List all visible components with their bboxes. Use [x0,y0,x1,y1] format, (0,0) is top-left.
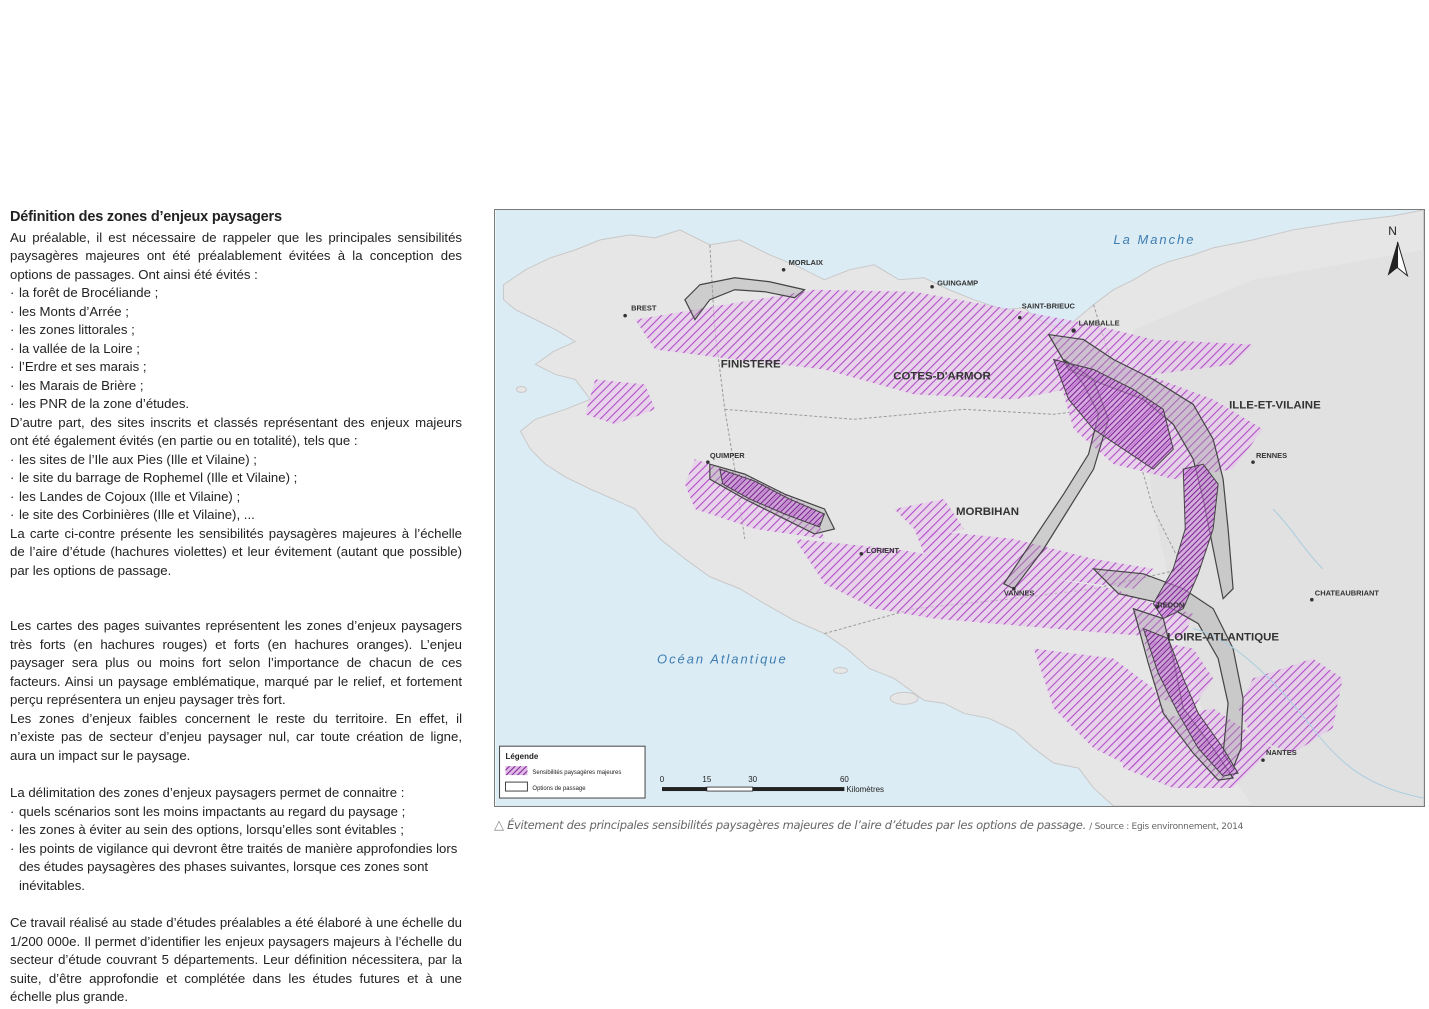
department-label: MORBIHAN [956,505,1020,518]
city-label: REDON [1157,600,1185,610]
city-marker [860,552,864,556]
scale-tick: 30 [748,775,758,785]
map-legend [500,746,646,798]
list-item: · les Marais de Brière ; [10,377,462,396]
legend-item: Options de passage [532,786,586,793]
scale-tick: 0 [659,775,665,785]
department-label: COTES-D'ARMOR [893,370,991,383]
sites-list [10,451,462,525]
city-label: QUIMPER [709,451,745,461]
list-item: · les PNR de la zone d’études. [10,395,462,414]
sites-intro-paragraph: D’autre part, des sites inscrits et classés représentant des enjeux majeurs ont été également évités (en partie ou en totalité), tels que : [10,414,462,448]
conclusion-paragraph: Ce travail réalisé au stade d’études préalables a été élaboré à une échelle du 1/200 000e. Il permet d’identifier les enjeux paysagers majeurs à l’échelle du secteur d’étude couvrant 5 départements. Leur définition nécessitera, par la suite, d’être approfondie et complétée dans les études futures et à une échelle plus grande. [10,915,462,1004]
scale-tick: 15 [702,775,712,785]
city-label: LAMBALLE [1078,318,1120,328]
list-item: · l’Erdre et ses marais ; [10,358,462,377]
legend-swatch-hatch [506,766,528,775]
caption-text: Évitement des principales sensibilités paysagères majeures de l’aire d’études par les options de passage. [507,818,1086,832]
city-label: LORIENT [866,545,900,555]
weak-zones-paragraph: Les zones d’enjeux faibles concernent le reste du territoire. En effet, il n’existe pas de secteur d’enjeu paysager nul, car toute création de ligne, aura un impact sur le paysage. [10,710,462,763]
sea-label-atlantic: Océan Atlantique [657,651,788,667]
city-marker [930,285,934,289]
list-item: · les zones à éviter au sein des options, lorsqu’elles sont évitables ; [10,821,462,840]
city-label: VANNES [1003,588,1035,598]
island [516,386,526,392]
legend-swatch-corridor [506,782,528,791]
scale-tick: 60 [839,775,849,785]
list-item: · les Landes de Cojoux (Ille et Vilaine) ; [10,488,462,507]
department-label: ILLE-ET-VILAINE [1229,399,1321,412]
city-marker [1071,328,1075,332]
legend-title: Légende [505,752,539,762]
avoided-list [10,284,462,414]
list-item: · quels scénarios sont les moins impactants au regard du paysage ; [10,803,462,822]
caption-source: / Source : Egis environnement, 2014 [1089,822,1243,832]
list-item: · les sites de l’Ile aux Pies (Ille et Vilaine) ; [10,451,462,470]
city-marker [706,460,710,464]
scale-unit: Kilomètres [846,785,885,795]
section-heading: Définition des zones d’enjeux paysagers [10,209,282,225]
city-label: RENNES [1256,451,1288,461]
city-marker [1018,316,1022,320]
north-label: N [1388,223,1397,238]
island [833,667,847,673]
list-item: · la vallée de la Loire ; [10,340,462,359]
delimitation-list [10,803,462,896]
city-label: MORLAIX [788,257,824,267]
city-marker [1261,758,1265,762]
brittany-map [494,209,1425,807]
city-marker [1310,598,1314,602]
triangle-icon: △ [494,818,504,833]
city-label: SAINT-BRIEUC [1021,301,1075,311]
city-marker [623,314,627,318]
department-label: LOIRE-ATLANTIQUE [1167,631,1280,644]
list-item: · le site du barrage de Rophemel (Ille et Vilaine) ; [10,469,462,488]
list-item: · les Monts d’Arrée ; [10,303,462,322]
list-item: · les points de vigilance qui devront être traités de manière approfondies lors des études paysagères des phases suivantes, lorsque ces zones sont inévitables. [10,840,462,896]
city-label: GUINGAMP [937,278,979,288]
city-marker [782,268,786,272]
sea-label-channel: La Manche [1113,231,1196,247]
intro-paragraph: Au préalable, il est nécessaire de rappeler que les principales sensibilités paysagères majeures ont été préalablement évitées à la conception des options de passages. Ont ainsi été évités : [10,229,462,282]
map-description-paragraph: La carte ci-contre présente les sensibilités paysagères majeures à l’échelle de l’aire d’étude (hachures violettes) et leur évitement (autant que possible) par les options de passage. [10,525,462,578]
list-item: · la forêt de Brocéliande ; [10,284,462,303]
city-marker [1251,460,1255,464]
list-item: · les zones littorales ; [10,321,462,340]
island [890,692,918,704]
city-label: NANTES [1265,748,1297,758]
text-column [10,208,462,1007]
legend-item: Sensibilités paysagères majeures [532,770,622,777]
delimitation-intro: La délimitation des zones d’enjeux paysagers permet de connaitre : [10,785,405,800]
map-caption [494,818,1425,833]
city-label: BREST [631,303,657,313]
list-item: · le site des Corbinières (Ille et Vilaine), ... [10,506,462,525]
department-label: FINISTERE [720,358,781,371]
levels-paragraph: Les cartes des pages suivantes représentent les zones d’enjeux paysagers très forts (en hachures rouges) et forts (en hachures oranges). L’enjeu paysager sera plus ou moins fort selon l’importance de chacun de ces facteurs. Ainsi un paysage emblématique, marqué par le relief, et fortement perçu représentera un enjeu paysager très fort. [10,618,462,707]
city-label: CHATEAUBRIANT [1314,588,1379,598]
